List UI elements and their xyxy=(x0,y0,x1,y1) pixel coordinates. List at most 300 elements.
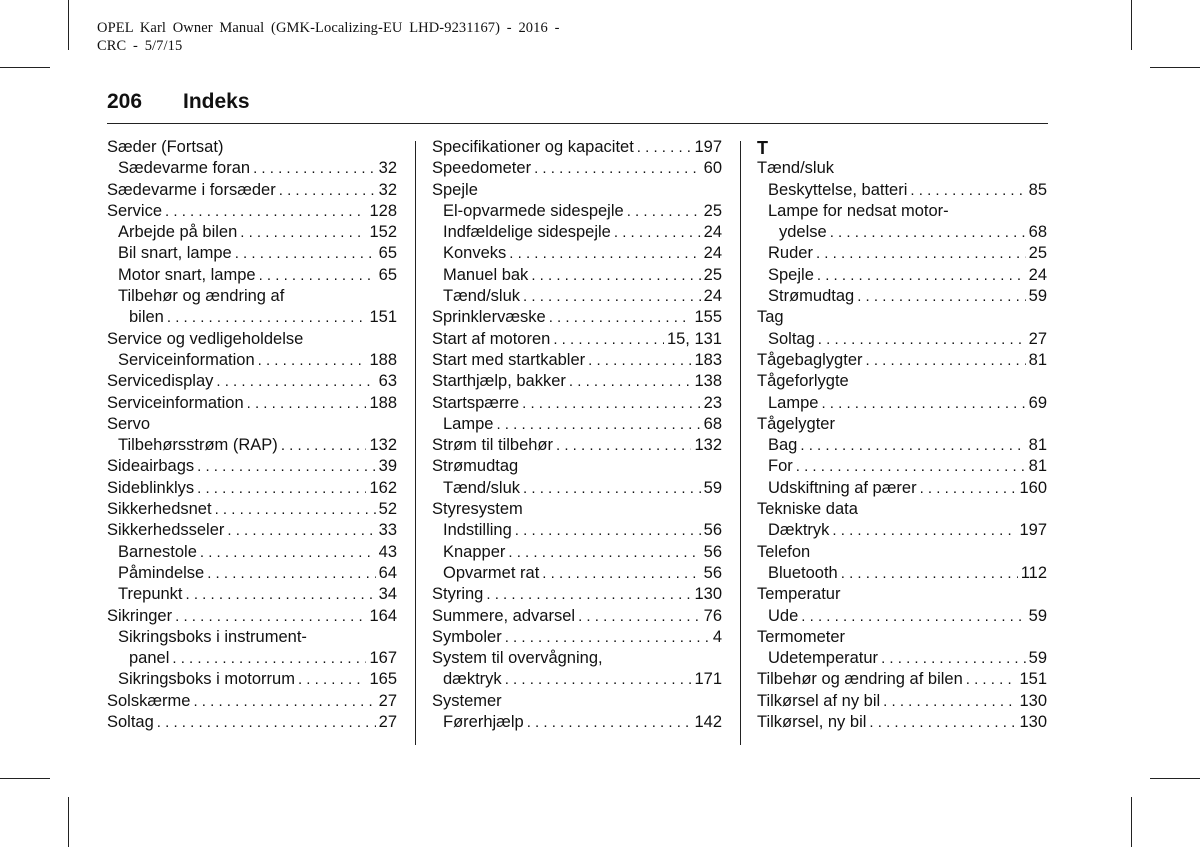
index-term: Serviceinformation xyxy=(107,393,244,412)
index-subentry xyxy=(757,393,1047,414)
index-subentry xyxy=(757,201,1047,222)
index-term: Startspærre xyxy=(432,393,520,412)
page-reference: 25 xyxy=(1028,244,1047,263)
dot-leader xyxy=(966,669,1017,690)
index-term: Ude xyxy=(768,606,799,625)
index-entry xyxy=(107,499,397,520)
page-reference: 60 xyxy=(703,159,722,178)
index-term: Solskærme xyxy=(107,691,191,710)
index-subentry xyxy=(757,456,1047,477)
page-reference: 81 xyxy=(1028,436,1047,455)
page-reference: 197 xyxy=(694,138,722,156)
dot-leader xyxy=(910,180,1025,201)
index-term: Start af motoren xyxy=(432,329,551,348)
page-reference: 130 xyxy=(694,585,722,604)
page-heading xyxy=(107,90,250,114)
dot-leader xyxy=(588,350,691,371)
index-term: Summere, advarsel xyxy=(432,606,576,625)
dot-leader xyxy=(614,222,701,243)
dot-leader xyxy=(175,606,366,627)
dot-leader xyxy=(883,691,1016,712)
index-term: Førerhjælp xyxy=(443,713,524,732)
index-entry xyxy=(432,180,722,201)
index-term: Serviceinformation xyxy=(118,350,255,369)
page-reference: 132 xyxy=(694,436,722,455)
crop-mark xyxy=(1131,0,1132,50)
dot-leader xyxy=(259,265,376,286)
crop-mark xyxy=(1131,797,1132,847)
index-subentry xyxy=(757,286,1047,307)
dot-leader xyxy=(167,307,367,328)
dot-leader xyxy=(197,456,376,477)
index-term: Styring xyxy=(432,585,484,604)
index-entry xyxy=(432,499,722,520)
page-reference: 128 xyxy=(369,201,397,220)
index-entry xyxy=(432,307,722,328)
page-reference: 59 xyxy=(1028,287,1047,306)
index-subentry xyxy=(107,222,397,243)
page-reference: 171 xyxy=(694,670,722,689)
crop-mark xyxy=(0,67,50,68)
index-term: Strømudtag xyxy=(768,287,855,306)
index-entry xyxy=(757,542,1047,563)
index-subentry xyxy=(757,606,1047,627)
index-term: Påmindelse xyxy=(118,563,205,582)
index-subentry xyxy=(107,563,397,584)
heading-rule xyxy=(107,123,1048,124)
crop-mark xyxy=(0,778,50,779)
index-term: panel xyxy=(129,649,170,668)
index-term: Tekniske data xyxy=(757,500,858,519)
dot-leader xyxy=(197,478,366,499)
index-entry xyxy=(107,456,397,477)
index-term: Bluetooth xyxy=(768,563,838,582)
index-term: Servicedisplay xyxy=(107,372,214,391)
index-term: Lampe for nedsat motor- xyxy=(768,201,949,220)
dot-leader xyxy=(298,669,367,690)
page-reference: 43 xyxy=(378,542,397,561)
index-subentry xyxy=(432,414,722,435)
index-term: Sprinklervæske xyxy=(432,308,546,327)
index-subentry xyxy=(757,478,1047,499)
index-entry xyxy=(432,584,722,605)
index-entry xyxy=(432,137,722,158)
index-subentry xyxy=(432,542,722,563)
index-term: Sideairbags xyxy=(107,457,195,476)
index-term: Tag xyxy=(757,308,784,327)
dot-leader xyxy=(157,712,376,733)
page-reference: 52 xyxy=(378,500,397,519)
page-reference: 27 xyxy=(378,713,397,732)
page-reference: 56 xyxy=(703,521,722,540)
index-term: Service xyxy=(107,201,163,220)
page-reference: 68 xyxy=(1028,223,1047,242)
index-subentry xyxy=(757,435,1047,456)
index-entry xyxy=(107,691,397,712)
column-divider xyxy=(740,141,741,745)
index-term: Tænd/sluk xyxy=(443,478,521,497)
page-reference: 56 xyxy=(703,542,722,561)
index-entry xyxy=(757,158,1047,179)
dot-leader xyxy=(800,435,1025,456)
dot-leader xyxy=(165,201,366,222)
crop-mark xyxy=(68,0,69,50)
page-reference: 24 xyxy=(703,223,722,242)
page-reference: 197 xyxy=(1019,521,1047,540)
dot-leader xyxy=(881,648,1026,669)
index-term: Konveks xyxy=(443,244,507,263)
page-reference: 160 xyxy=(1019,478,1047,497)
dot-leader xyxy=(523,478,701,499)
index-entry xyxy=(107,478,397,499)
index-term: Sideblinklys xyxy=(107,478,195,497)
dot-leader xyxy=(508,542,700,563)
page-title: Indeks xyxy=(183,90,250,113)
index-term: Speedometer xyxy=(432,159,532,178)
dot-leader xyxy=(556,435,691,456)
page-reference: 151 xyxy=(1019,670,1047,689)
page-reference: 68 xyxy=(703,414,722,433)
page-reference: 27 xyxy=(378,691,397,710)
index-subentry xyxy=(432,669,722,690)
page-reference: 76 xyxy=(703,606,722,625)
index-term: Specifikationer og kapacitet xyxy=(432,138,634,156)
column-divider xyxy=(415,141,416,745)
crop-mark xyxy=(1150,67,1200,68)
index-term: Tilbehørsstrøm (RAP) xyxy=(118,436,278,455)
crop-mark xyxy=(1150,778,1200,779)
dot-leader xyxy=(505,627,710,648)
index-term: Styresystem xyxy=(432,500,523,519)
index-term: Strømudtag xyxy=(432,457,519,476)
index-entry xyxy=(757,669,1047,690)
dot-leader xyxy=(216,371,375,392)
index-subentry xyxy=(107,265,397,286)
page-reference: 85 xyxy=(1028,180,1047,199)
index-subentry xyxy=(432,478,722,499)
index-term: Tænd/sluk xyxy=(443,287,521,306)
index-entry xyxy=(757,350,1047,371)
dot-leader xyxy=(515,520,701,541)
page-reference: 64 xyxy=(378,563,397,582)
dot-leader xyxy=(869,712,1016,733)
page-reference: 25 xyxy=(703,201,722,220)
index-entry xyxy=(757,499,1047,520)
dot-leader xyxy=(542,563,700,584)
index-subentry xyxy=(107,648,397,669)
index-entry xyxy=(107,329,397,350)
index-term: Tågeforlygte xyxy=(757,372,849,391)
index-term: Spejle xyxy=(768,265,814,284)
index-term: Tilkørsel af ny bil xyxy=(757,691,881,710)
index-term: Sæder (Fortsat) xyxy=(107,138,224,156)
index-term: Sædevarme foran xyxy=(118,159,251,178)
page-reference: 32 xyxy=(378,159,397,178)
index-term: Start med startkabler xyxy=(432,350,586,369)
page-reference: 165 xyxy=(369,670,397,689)
dot-leader xyxy=(207,563,375,584)
page-reference: 81 xyxy=(1028,350,1047,369)
dot-leader xyxy=(866,350,1026,371)
index-subentry xyxy=(107,158,397,179)
index-entry xyxy=(432,456,722,477)
page-reference: 112 xyxy=(1020,563,1047,582)
index-term: Trepunkt xyxy=(118,585,183,604)
page-reference: 142 xyxy=(694,713,722,732)
dot-leader xyxy=(281,435,367,456)
index-column-2 xyxy=(432,137,722,733)
index-entry xyxy=(107,201,397,222)
index-term: Soltag xyxy=(107,713,154,732)
index-subentry xyxy=(432,243,722,264)
index-term: Spejle xyxy=(432,180,478,199)
dot-leader xyxy=(801,606,1025,627)
page-reference: 15, 131 xyxy=(666,329,722,348)
index-term: Ruder xyxy=(768,244,813,263)
dot-leader xyxy=(830,222,1026,243)
index-term: Dæktryk xyxy=(768,521,830,540)
dot-leader xyxy=(832,520,1016,541)
page-reference: 151 xyxy=(369,308,397,327)
index-subentry xyxy=(432,222,722,243)
dot-leader xyxy=(258,350,367,371)
header-line-1: OPEL Karl Owner Manual (GMK-Localizing-EU LHD-9231167) - 2016 - xyxy=(97,20,560,36)
dot-leader xyxy=(496,414,700,435)
index-term: Arbejde på bilen xyxy=(118,223,238,242)
index-entry xyxy=(757,627,1047,648)
index-term: Soltag xyxy=(768,329,815,348)
page-number: 206 xyxy=(107,90,143,113)
index-subentry xyxy=(432,201,722,222)
dot-leader xyxy=(627,201,701,222)
index-entry xyxy=(107,712,397,733)
index-entry xyxy=(432,371,722,392)
index-term: Sikkerhedsnet xyxy=(107,500,212,519)
header-line-2: CRC - 5/7/15 xyxy=(97,38,183,54)
page-reference: 24 xyxy=(1028,265,1047,284)
index-term: Symboler xyxy=(432,627,502,646)
page-reference: 167 xyxy=(369,649,397,668)
index-subentry xyxy=(432,520,722,541)
index-subentry xyxy=(107,307,397,328)
index-column-3 xyxy=(757,137,1047,733)
dot-leader xyxy=(816,243,1026,264)
index-subentry xyxy=(757,563,1047,584)
index-term: Beskyttelse, batteri xyxy=(768,180,908,199)
dot-leader xyxy=(253,158,376,179)
index-term: Knapper xyxy=(443,542,506,561)
page-reference: 132 xyxy=(369,436,397,455)
index-term: Tilbehør og ændring af xyxy=(118,287,285,306)
index-term: ydelse xyxy=(779,223,827,242)
index-term: Termometer xyxy=(757,627,846,646)
page-reference: 59 xyxy=(1028,649,1047,668)
index-entry xyxy=(107,606,397,627)
index-term: Udetemperatur xyxy=(768,649,879,668)
dot-leader xyxy=(578,606,701,627)
index-term: Bag xyxy=(768,436,798,455)
page-reference: 33 xyxy=(378,521,397,540)
index-subentry xyxy=(432,712,722,733)
page-reference: 59 xyxy=(1028,606,1047,625)
dot-leader xyxy=(637,137,692,158)
page-reference: 32 xyxy=(378,180,397,199)
index-subentry xyxy=(107,542,397,563)
index-entry xyxy=(757,414,1047,435)
index-entry xyxy=(757,712,1047,733)
index-entry xyxy=(107,180,397,201)
index-term: For xyxy=(768,457,793,476)
index-entry xyxy=(107,414,397,435)
index-entry xyxy=(432,350,722,371)
index-term: Systemer xyxy=(432,691,502,710)
index-term: Tågelygter xyxy=(757,414,835,433)
index-term: Temperatur xyxy=(757,585,841,604)
page-reference: 63 xyxy=(378,372,397,391)
index-entry xyxy=(432,606,722,627)
index-subentry xyxy=(107,243,397,264)
index-term: Strøm til tilbehør xyxy=(432,436,554,455)
dot-leader xyxy=(818,329,1026,350)
page-reference: 27 xyxy=(1028,329,1047,348)
index-subentry xyxy=(107,350,397,371)
page-reference: 183 xyxy=(694,350,722,369)
index-subentry xyxy=(757,520,1047,541)
index-subentry xyxy=(107,669,397,690)
index-entry xyxy=(432,329,722,350)
page-reference: 69 xyxy=(1028,393,1047,412)
index-subentry xyxy=(757,222,1047,243)
page-reference: 56 xyxy=(703,563,722,582)
dot-leader xyxy=(215,499,376,520)
dot-leader xyxy=(240,222,366,243)
page-reference: 130 xyxy=(1019,691,1047,710)
page-reference: 65 xyxy=(378,265,397,284)
page-reference: 188 xyxy=(369,350,397,369)
index-term: Tilkørsel, ny bil xyxy=(757,713,867,732)
dot-leader xyxy=(569,371,692,392)
index-subentry xyxy=(432,286,722,307)
index-term: Sikkerhedsseler xyxy=(107,521,225,540)
index-subentry xyxy=(757,265,1047,286)
dot-leader xyxy=(509,243,700,264)
index-subentry xyxy=(107,435,397,456)
page-reference: 25 xyxy=(703,265,722,284)
dot-leader xyxy=(796,456,1026,477)
dot-leader xyxy=(235,243,376,264)
index-subentry xyxy=(757,180,1047,201)
dot-leader xyxy=(553,329,664,350)
index-term: El-opvarmede sidespejle xyxy=(443,201,624,220)
index-subentry xyxy=(107,584,397,605)
index-entry xyxy=(432,691,722,712)
index-term: Manuel bak xyxy=(443,265,529,284)
index-subentry xyxy=(107,286,397,307)
index-term: Opvarmet rat xyxy=(443,563,540,582)
index-term: Barnestole xyxy=(118,542,197,561)
index-entry xyxy=(107,137,397,158)
page-reference: 4 xyxy=(712,627,722,646)
page-reference: 24 xyxy=(703,287,722,306)
index-entry xyxy=(757,691,1047,712)
dot-leader xyxy=(857,286,1025,307)
index-subentry xyxy=(757,648,1047,669)
index-term: Udskiftning af pærer xyxy=(768,478,917,497)
dot-leader xyxy=(200,542,376,563)
dot-leader xyxy=(227,520,375,541)
dot-leader xyxy=(193,691,375,712)
index-term: Motor snart, lampe xyxy=(118,265,256,284)
dot-leader xyxy=(247,393,367,414)
index-subentry xyxy=(107,627,397,648)
page-reference: 24 xyxy=(703,244,722,263)
dot-leader xyxy=(549,307,692,328)
index-term: Indstilling xyxy=(443,521,512,540)
index-term: Tågebaglygter xyxy=(757,350,863,369)
page-reference: 162 xyxy=(369,478,397,497)
index-entry xyxy=(432,627,722,648)
index-subentry xyxy=(757,329,1047,350)
index-term: Tilbehør og ændring af bilen xyxy=(757,670,963,689)
document-header xyxy=(97,19,560,55)
index-term: Tænd/sluk xyxy=(757,159,835,178)
index-term: Sikringsboks i motorrum xyxy=(118,670,295,689)
dot-leader xyxy=(172,648,366,669)
index-entry xyxy=(107,520,397,541)
index-term: Telefon xyxy=(757,542,811,561)
crop-mark xyxy=(68,797,69,847)
dot-leader xyxy=(527,712,692,733)
index-term: Sædevarme i forsæder xyxy=(107,180,276,199)
index-term: Service og vedligeholdelse xyxy=(107,329,304,348)
index-subentry xyxy=(432,265,722,286)
index-entry xyxy=(107,393,397,414)
index-entry xyxy=(432,648,722,669)
index-entry xyxy=(432,158,722,179)
page-reference: 65 xyxy=(378,244,397,263)
page-reference: 130 xyxy=(1019,713,1047,732)
dot-leader xyxy=(534,158,701,179)
page-reference: 59 xyxy=(703,478,722,497)
index-term: Sikringsboks i instrument- xyxy=(118,627,307,646)
index-term: Sikringer xyxy=(107,606,173,625)
index-term: Lampe xyxy=(768,393,819,412)
dot-leader xyxy=(505,669,692,690)
page-reference: 23 xyxy=(703,393,722,412)
index-entry xyxy=(432,393,722,414)
dot-leader xyxy=(186,584,376,605)
index-term: Lampe xyxy=(443,414,494,433)
index-term: Indfældelige sidespejle xyxy=(443,223,611,242)
page-reference: 164 xyxy=(369,606,397,625)
index-term: Starthjælp, bakker xyxy=(432,372,566,391)
dot-leader xyxy=(279,180,376,201)
dot-leader xyxy=(522,393,701,414)
dot-leader xyxy=(920,478,1017,499)
index-term: bilen xyxy=(129,308,164,327)
index-subentry xyxy=(432,563,722,584)
index-term: Bil snart, lampe xyxy=(118,244,232,263)
index-letter-heading: T xyxy=(757,138,768,158)
index-entry xyxy=(757,371,1047,392)
page-reference: 138 xyxy=(694,372,722,391)
page-reference: 155 xyxy=(694,308,722,327)
page-reference: 188 xyxy=(369,393,397,412)
dot-leader xyxy=(821,393,1025,414)
page-reference: 34 xyxy=(378,585,397,604)
page-reference: 39 xyxy=(378,457,397,476)
dot-leader xyxy=(523,286,701,307)
